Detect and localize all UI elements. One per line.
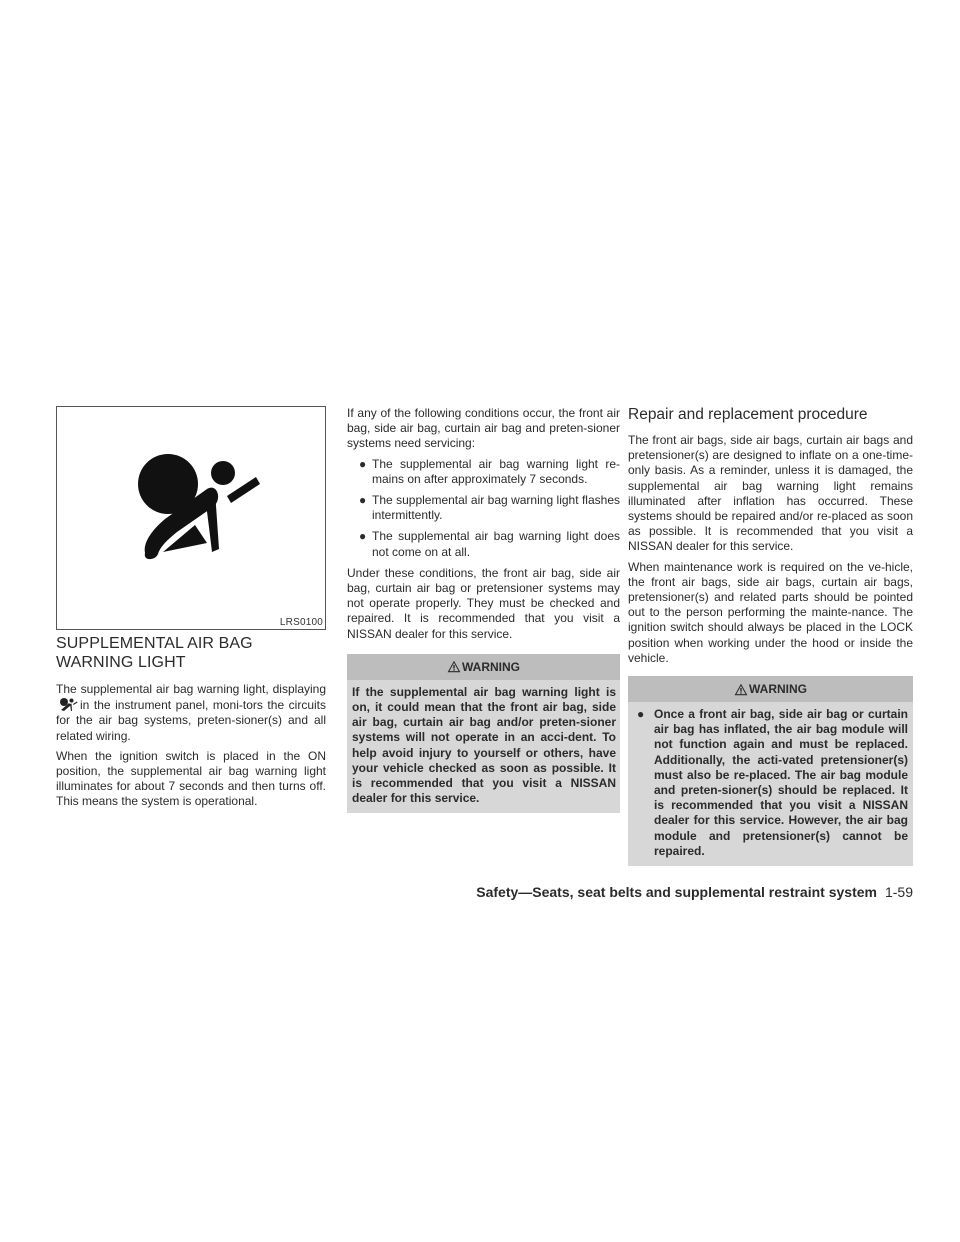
list-item-text: The supplemental air bag warning light does not come on at all. (372, 529, 620, 559)
warning-list (633, 707, 909, 859)
subsection-title: Repair and replacement procedure (628, 406, 868, 423)
intro-text-before-icon: The supplemental air bag warning light, displaying (56, 682, 326, 696)
warning-box (347, 654, 620, 814)
list-item (347, 493, 620, 523)
list-item-text: The supplemental air bag warning light re-mains on after approximately 7 seconds. (372, 456, 620, 486)
figure-code: LRS0100 (279, 617, 323, 628)
warning-text (628, 702, 913, 866)
chapter-title: Safety—Seats, seat belts and supplemental restraint system (476, 884, 877, 900)
warning-box (628, 676, 913, 866)
conditions-list (347, 457, 620, 560)
intro-text-after-icon: in the instrument panel, moni-tors the circuits for the air bag systems, preten-sioner(s) and all related wiring. (56, 698, 326, 743)
right-column (628, 406, 913, 866)
section-title-line-1: SUPPLEMENTAL AIR BAG (56, 635, 253, 652)
list-item (347, 529, 620, 559)
middle-column (347, 406, 620, 813)
list-item-text: Once a front air bag, side air bag or curtain air bag has inflated, the air bag module will not function again and must be replaced. Additionally, the acti-vated pretensioner(s) must also be re-placed. The air bag module and preten-sioner(s) should be replaced. It is recommended that you visit a NISSAN dealer for this service. However, the air bag module and pretensioner(s) cannot be repaired. (654, 707, 908, 858)
page-footer (0, 884, 913, 902)
left-column (56, 634, 326, 815)
warning-label: WARNING (462, 659, 520, 674)
bullet-icon: ● (359, 493, 367, 508)
list-item (347, 457, 620, 487)
section-title-line-2: WARNING LIGHT (56, 654, 186, 671)
airbag-warning-figure (56, 406, 326, 630)
conditions-followup: Under these conditions, the front air bag, side air bag, curtain air bag or pretensioner systems may not operate properly. They must be checked and repaired. It is recommended that you visit a NISSAN dealer for this service. (347, 565, 620, 641)
page-number: 1-59 (884, 884, 913, 900)
section-title (56, 634, 326, 672)
ignition-paragraph: When the ignition switch is placed in the ON position, the supplemental air bag warning light illuminates for about 7 seconds and then turns off. This means the system is operational. (56, 748, 326, 809)
warning-header (628, 676, 913, 702)
warning-triangle-icon (447, 660, 461, 673)
conditions-intro: If any of the following conditions occur, the front air bag, side air bag, curtain air bag and preten-sioner systems need servicing: (347, 406, 620, 451)
bullet-icon: ● (359, 529, 367, 544)
airbag-warning-icon (56, 697, 78, 712)
repair-paragraph: The front air bags, side air bags, curtain air bags and pretensioner(s) are designed to inflate on a one-time-only basis. As a reminder, unless it is damaged, the supplemental air bag warning light remains illuminated after inflation has occurred. These systems should be repaired and/or re-placed as soon as possible. It is recommended that you visit a NISSAN dealer for this service. (628, 433, 913, 554)
warning-text: If the supplemental air bag warning light is on, it could mean that the front air bag, side air bag, curtain air bag and/or preten-sioner systems will not operate in an acci-dent. To help avoid injury to yourself or others, have your vehicle checked as soon as possible. It is recommended that you visit a NISSAN dealer for this service. (352, 684, 616, 806)
bullet-icon: ● (637, 707, 645, 722)
maintenance-paragraph: When maintenance work is required on the ve-hicle, the front air bags, side air bags, curtain air bags, pretensioner(s) and related parts should be pointed out to the person performing the mainte-nance. The ignition switch should always be placed in the LOCK position when working under the hood or inside the vehicle. (628, 559, 913, 665)
warning-triangle-icon (734, 683, 748, 696)
warning-header (347, 654, 620, 680)
bullet-icon: ● (359, 456, 367, 471)
intro-paragraph (56, 682, 326, 744)
warning-label: WARNING (749, 682, 807, 697)
airbag-warning-icon (57, 407, 325, 629)
list-item-text: The supplemental air bag warning light flashes intermittently. (372, 493, 620, 523)
list-item (633, 707, 909, 859)
